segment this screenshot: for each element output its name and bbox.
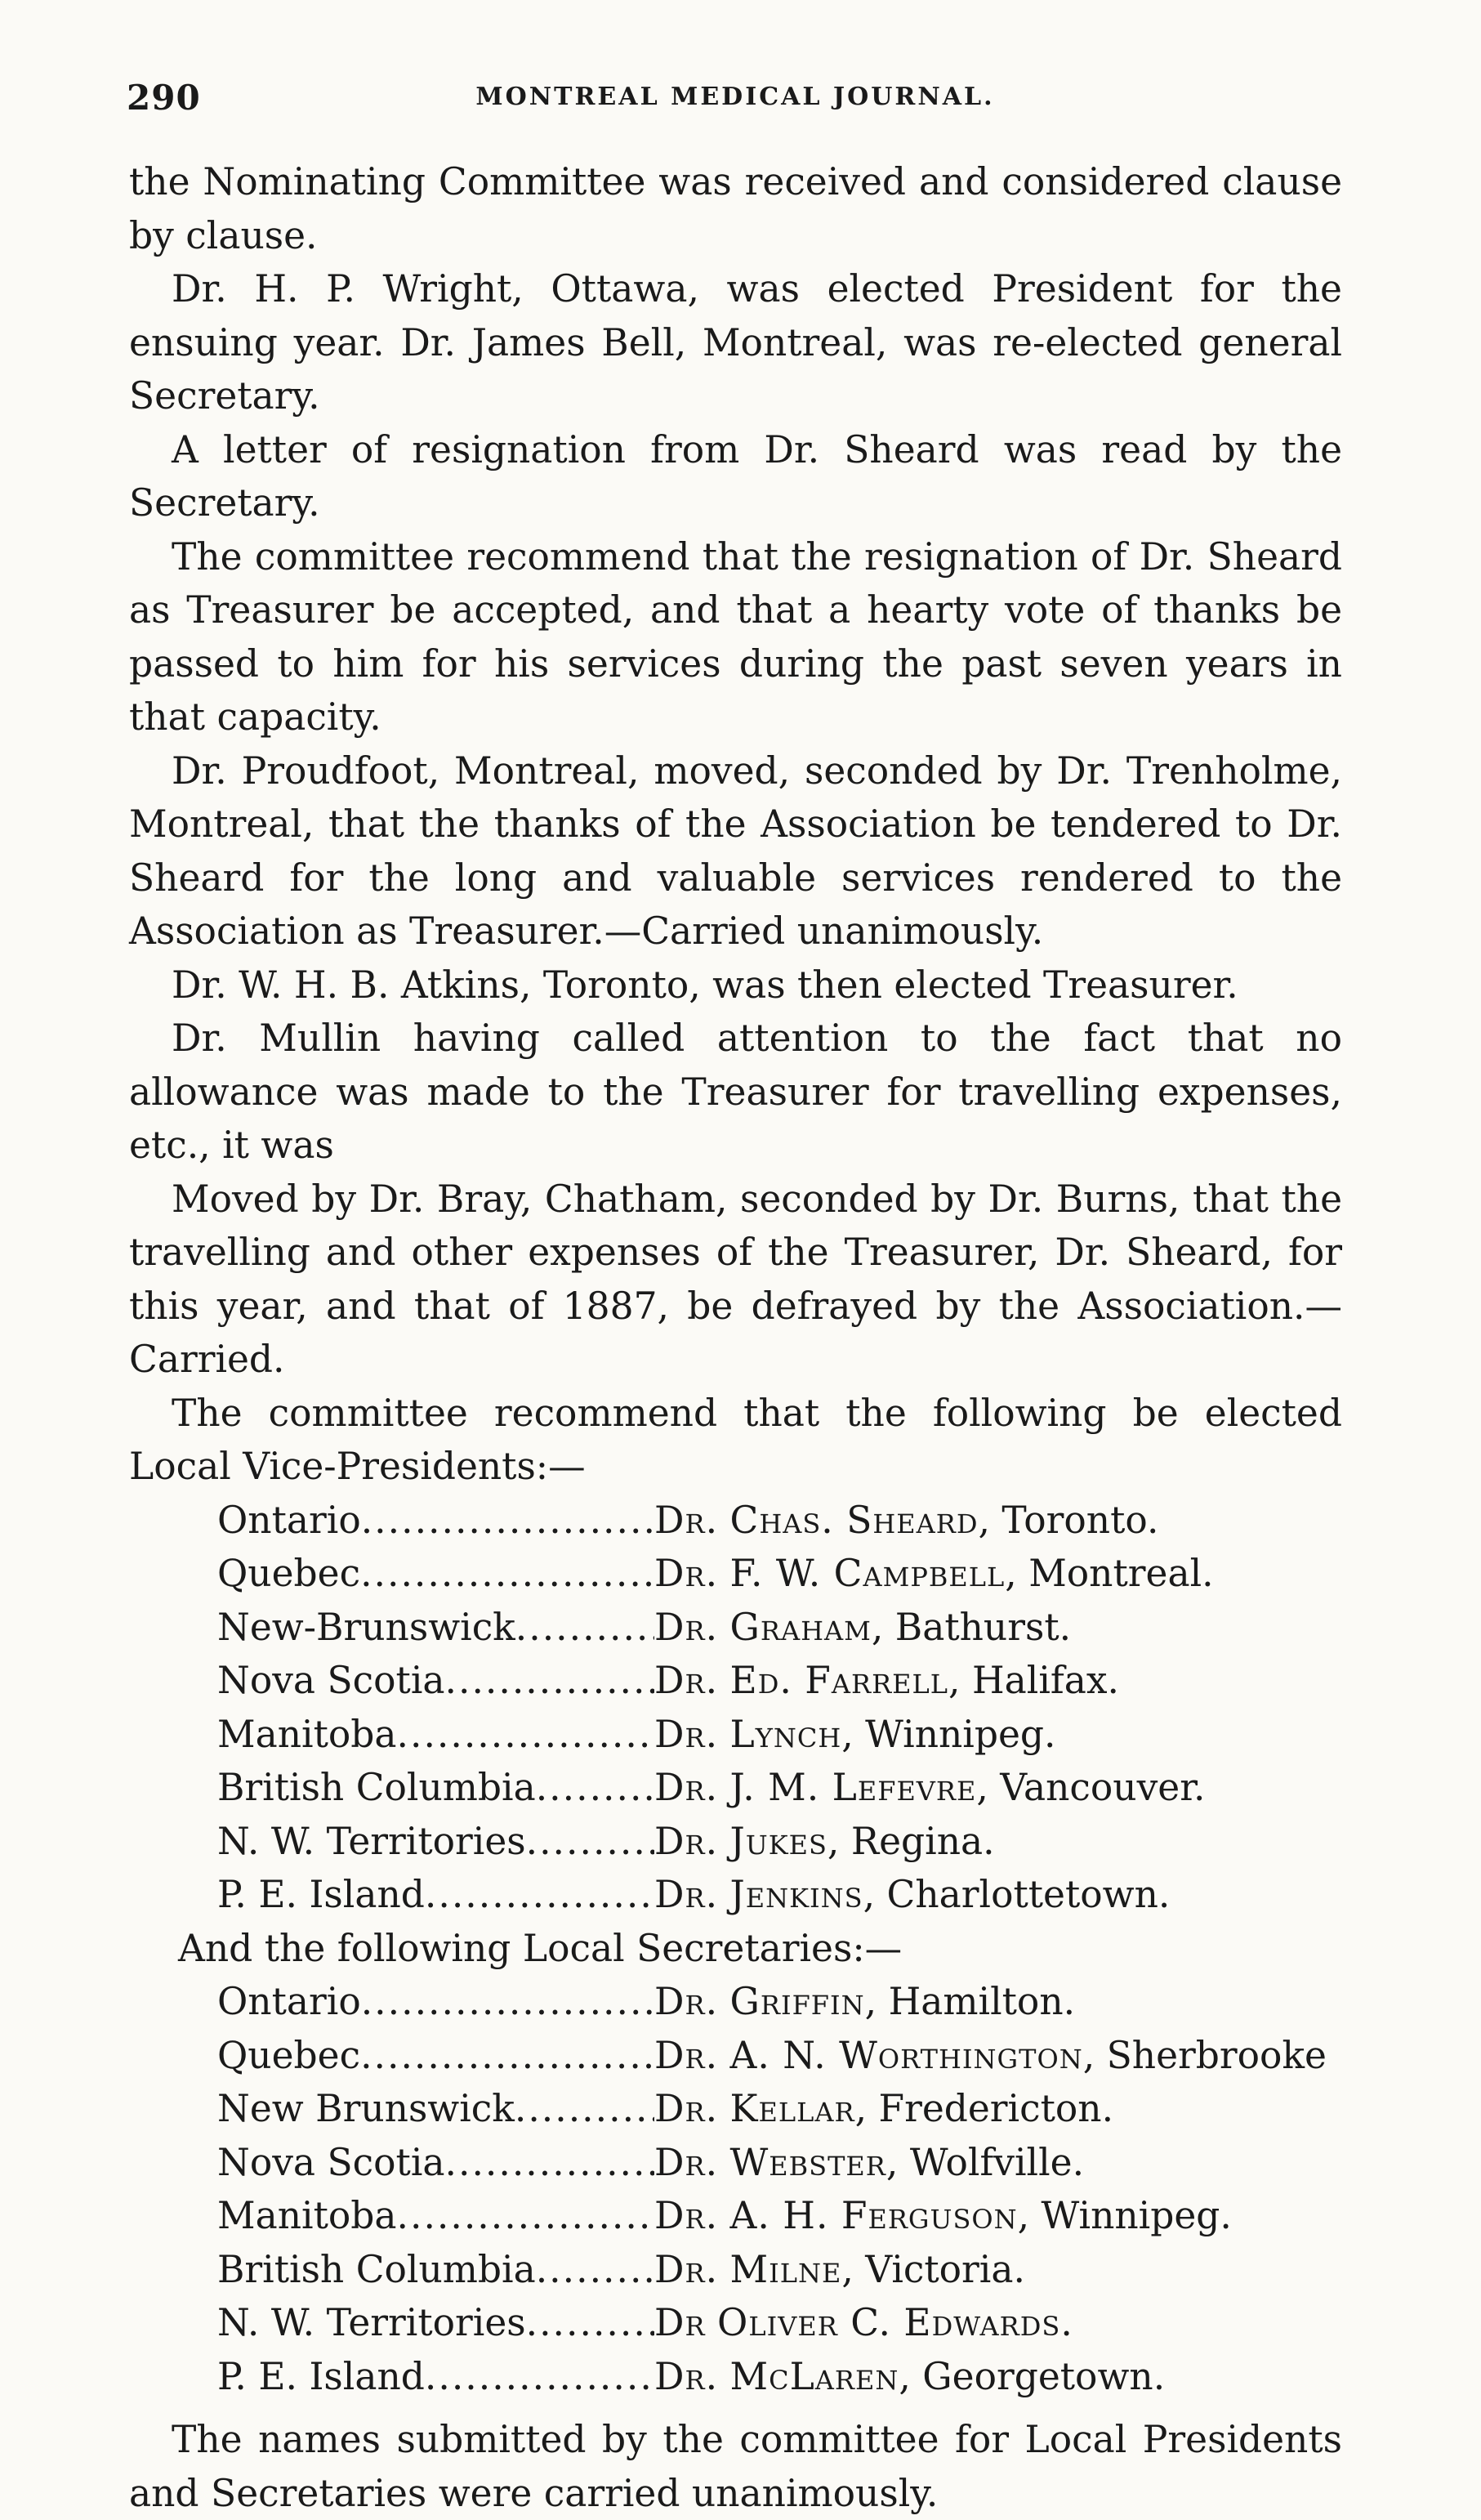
title: Dr.: [654, 2033, 719, 2077]
officer-name: J. M. Lefevre: [729, 1766, 977, 1809]
province: N. W. Territories: [217, 1819, 526, 1863]
list-item: [129, 1815, 1342, 1869]
paragraph: The committee recommend that the following be elected Local Vice-Presidents:—: [129, 1391, 1342, 1488]
city: , Bathurst.: [871, 1605, 1072, 1649]
title: Dr.: [654, 1819, 719, 1863]
province: New-Brunswick: [217, 1605, 515, 1649]
title: Dr.: [654, 1766, 719, 1809]
city: , Wolfville.: [885, 2140, 1085, 2184]
province: Manitoba: [217, 2194, 397, 2237]
paragraph: the Nominating Committee was received and considered clause by clause.: [129, 160, 1342, 257]
list-item: [129, 2029, 1342, 2083]
province: P. E. Island: [217, 1873, 425, 1916]
title: Dr.: [654, 1605, 719, 1649]
city: , Victoria.: [841, 2247, 1025, 2291]
title: Dr.: [654, 2140, 719, 2184]
province: P. E. Island: [217, 2354, 425, 2398]
province: New Brunswick: [217, 2087, 515, 2130]
city: , Montreal.: [1005, 1552, 1214, 1595]
list-item: [129, 1494, 1342, 1548]
title: Dr: [654, 2301, 706, 2344]
province: N. W. Territories: [217, 2301, 526, 2344]
officer-name: Jenkins: [729, 1873, 863, 1916]
list-item: [129, 1975, 1342, 2029]
city: , Regina.: [827, 1819, 995, 1863]
paragraph: Moved by Dr. Bray, Chatham, seconded by Dr. Burns, that the travelling and other expenses of the Treasurer, Dr. Sheard, for this year, and that of 1887, be defrayed by the Association.—Carried.: [129, 1177, 1342, 1381]
city: , Sherbrooke: [1082, 2033, 1327, 2077]
closing-paragraph: The names submitted by the committee for Local Presidents and Secretaries were carried unanimously.: [129, 2418, 1342, 2515]
paragraph: A letter of resignation from Dr. Sheard was read by the Secretary.: [129, 427, 1342, 525]
province: Quebec: [217, 1552, 361, 1595]
officer-name: Ed. Farrell: [729, 1659, 949, 1702]
paragraph: Dr. H. P. Wright, Ottawa, was elected President for the ensuing year. Dr. James Bell, Montreal, was re-elected general Secretary.: [129, 267, 1342, 418]
list-item: [129, 2243, 1342, 2297]
vice-presidents-list: [129, 1494, 1342, 1922]
officer-name: Jukes: [729, 1819, 827, 1863]
title: Dr.: [654, 2354, 719, 2398]
province: Manitoba: [217, 1712, 397, 1756]
article-body: [129, 155, 1342, 2520]
title: Dr.: [654, 2247, 719, 2291]
paragraph: The committee recommend that the resignation of Dr. Sheard as Treasurer be accepted, and that a hearty vote of thanks be passed to him for his services during the past seven years in that capacity.: [129, 534, 1342, 739]
title: Dr.: [654, 1659, 719, 1702]
list-item: [129, 1601, 1342, 1655]
city: , Hamilton.: [864, 1980, 1076, 2023]
running-header: [127, 78, 1344, 135]
province: Quebec: [217, 2033, 361, 2077]
city: , Vancouver.: [976, 1766, 1206, 1809]
list-item: [129, 2296, 1342, 2350]
page-number: 290: [127, 78, 201, 118]
province: Nova Scotia: [217, 1659, 445, 1702]
province: British Columbia: [217, 2247, 536, 2291]
officer-name: Kellar: [729, 2087, 855, 2130]
officer-name: A. H. Ferguson: [729, 2194, 1018, 2237]
province: Ontario: [217, 1498, 361, 1542]
title: Dr.: [654, 1498, 719, 1542]
officer-name: Lynch: [729, 1712, 842, 1756]
title: Dr.: [654, 2194, 719, 2237]
province: British Columbia: [217, 1766, 536, 1809]
title: Dr.: [654, 1552, 719, 1595]
list-item: [129, 2082, 1342, 2136]
paragraph: Dr. W. H. B. Atkins, Toronto, was then elected Treasurer.: [172, 963, 1238, 1007]
officer-name: A. N. Worthington: [729, 2033, 1083, 2077]
paragraph: Dr. Mullin having called attention to the fact that no allowance was made to the Treasurer for travelling expenses, etc., it was: [129, 1016, 1342, 1167]
secretaries-list: [129, 1975, 1342, 2403]
list-item: [129, 1654, 1342, 1708]
officer-name: Webster: [729, 2140, 886, 2184]
paragraph: Dr. Proudfoot, Montreal, moved, seconded by Dr. Trenholme, Montreal, that the thanks of the Association be tendered to Dr. Sheard for the long and valuable services rendered to the Association as Treasurer.—Carried unanimously.: [129, 748, 1342, 953]
city: , Winnipeg.: [841, 1712, 1056, 1756]
title: Dr.: [654, 2087, 719, 2130]
secretaries-intro: And the following Local Secretaries:—: [178, 1926, 903, 1970]
officer-name: Griffin: [729, 1980, 865, 2023]
city: , Winnipeg.: [1017, 2194, 1232, 2237]
city: , Toronto.: [978, 1498, 1159, 1542]
list-item: [129, 2350, 1342, 2404]
province: Ontario: [217, 1980, 361, 2023]
list-item: [129, 2189, 1342, 2243]
officer-name: Graham: [729, 1605, 872, 1649]
officer-name: Chas. Sheard: [729, 1498, 979, 1542]
title: Dr.: [654, 1873, 719, 1916]
title: Dr.: [654, 1980, 719, 2023]
city: .: [1060, 2301, 1073, 2344]
list-item: [129, 1868, 1342, 1922]
city: , Halifax.: [948, 1659, 1119, 1702]
journal-title: MONTREAL MEDICAL JOURNAL.: [475, 83, 995, 111]
province: Nova Scotia: [217, 2140, 445, 2184]
city: , Georgetown.: [899, 2354, 1166, 2398]
officer-name: McLaren: [729, 2354, 899, 2398]
city: , Fredericton.: [854, 2087, 1114, 2130]
title: Dr.: [654, 1712, 719, 1756]
officer-name: Oliver C. Edwards: [717, 2301, 1061, 2344]
city: , Charlottetown.: [863, 1873, 1171, 1916]
list-item: [129, 1547, 1342, 1601]
officer-name: Milne: [729, 2247, 842, 2291]
list-item: [129, 1708, 1342, 1762]
list-item: [129, 1761, 1342, 1815]
officer-name: F. W. Campbell: [729, 1552, 1006, 1595]
list-item: [129, 2136, 1342, 2190]
